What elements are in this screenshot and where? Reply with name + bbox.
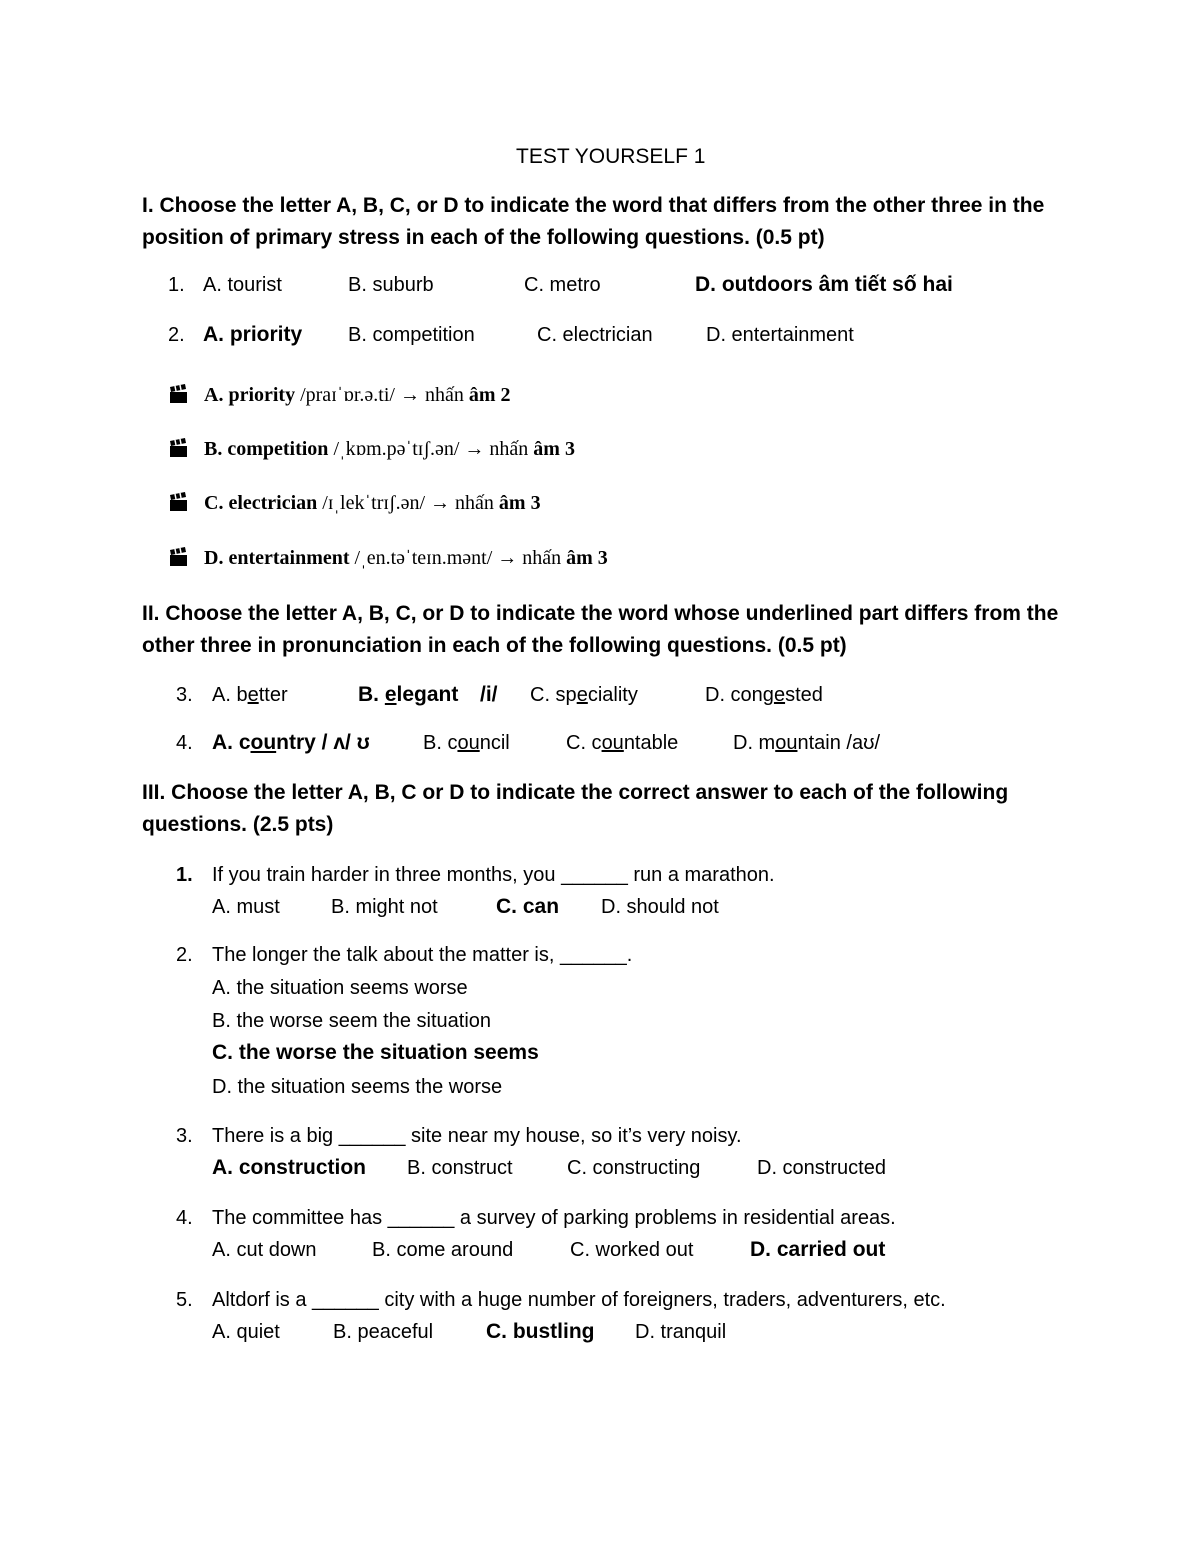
option-text: C. sp (530, 684, 577, 706)
clapperboard-icon (168, 384, 190, 404)
option-a: A. cut down (212, 1239, 317, 1261)
option-d: D. tranquil (635, 1321, 727, 1343)
question-stem: The committee has ______ a survey of parking problems in residential areas. (212, 1207, 896, 1229)
option-text: ciality (587, 684, 638, 706)
question-number: 1. (176, 864, 193, 886)
stress-note-d (168, 547, 608, 570)
option-text: ntable (623, 732, 679, 754)
option-b: B. suburb (348, 274, 434, 296)
option-b: B. competition (348, 324, 475, 346)
option-b: B. might not (331, 896, 438, 918)
option-a-answer: A. priority (203, 323, 303, 346)
question-number: 4. (176, 1207, 193, 1229)
option-c: C. constructing (567, 1157, 701, 1179)
question-number: 3. (176, 684, 193, 706)
note-stress: âm 3 (561, 547, 608, 569)
stress-note-a (168, 384, 511, 407)
question-number: 2. (168, 324, 185, 346)
option-text: legant (396, 683, 459, 706)
option-a: A. the situation seems worse (212, 977, 468, 999)
option-d: D. should not (601, 896, 719, 918)
stress-note-c (168, 492, 541, 515)
option-text: A. b (212, 684, 248, 706)
section1-heading-line1: I. Choose the letter A, B, C, or D to indicate the word that differs from the other three in the (142, 194, 1045, 217)
question-stem: Altdorf is a ______ city with a huge number of foreigners, traders, adventurers, etc. (212, 1289, 946, 1311)
underlined-part: ou (457, 732, 480, 754)
option-b-answer (358, 683, 458, 707)
option-text: ncil (479, 732, 510, 754)
question-stem: If you train harder in three months, you ______ run a marathon. (212, 864, 775, 886)
clapperboard-icon (168, 438, 190, 458)
option-text: sted (785, 684, 823, 706)
question-number: 4. (176, 732, 193, 754)
question-stem: The longer the talk about the matter is, ______. (212, 944, 633, 966)
question-number: 1. (168, 274, 185, 296)
clapperboard-icon (168, 492, 190, 512)
option-c-answer: C. bustling (486, 1320, 595, 1343)
option-c-answer: C. the worse the situation seems (212, 1041, 539, 1064)
option-d: D. entertainment (706, 324, 854, 346)
option-text: C. c (566, 732, 602, 754)
option-c (566, 732, 678, 755)
option-b (423, 732, 510, 755)
option-b: B. the worse seem the situation (212, 1010, 492, 1032)
page-title: TEST YOURSELF 1 (516, 145, 706, 168)
note-ipa: /ˌen.təˈteɪn.mənt/ → nhấn (349, 547, 562, 569)
option-text: ntry / ʌ/ ʊ (276, 731, 370, 754)
option-a-answer (212, 731, 370, 755)
option-d: D. constructed (757, 1157, 886, 1179)
section2-heading-line1: II. Choose the letter A, B, C, or D to indicate the word whose underlined part differs from the (142, 602, 1059, 625)
question-number: 5. (176, 1289, 193, 1311)
note-word: D. entertainment (204, 547, 350, 569)
option-b: B. construct (407, 1157, 513, 1179)
underlined-part: e (773, 684, 786, 706)
section1-heading-line2: position of primary stress in each of the following questions. (0.5 pt) (142, 226, 825, 249)
option-c: C. worked out (570, 1239, 694, 1261)
option-a (212, 684, 288, 707)
underlined-part: e (384, 683, 397, 706)
option-d (733, 732, 880, 755)
underlined-part: e (576, 684, 588, 706)
section2-heading-line2: other three in pronunciation in each of the following questions. (0.5 pt) (142, 634, 847, 657)
answer-note: /i/ (480, 683, 498, 706)
underlined-part: ou (775, 732, 798, 754)
note-ipa: /ɪˌlekˈtrɪʃ.ən/ → nhấn (317, 492, 494, 514)
option-a-answer: A. construction (212, 1156, 367, 1179)
option-d-answer: D. carried out (750, 1238, 886, 1261)
clapperboard-icon (168, 547, 190, 567)
option-d (705, 684, 823, 707)
note-word: A. priority (204, 384, 296, 406)
section3-heading-line2: questions. (2.5 pts) (142, 813, 334, 836)
option-c: C. metro (524, 274, 601, 296)
option-c-answer: C. can (496, 895, 560, 918)
note-stress: âm 3 (493, 492, 541, 514)
option-text: B. c (423, 732, 458, 754)
option-a: A. tourist (203, 274, 282, 296)
option-text: A. c (212, 731, 251, 754)
option-text: D. m (733, 732, 776, 754)
underlined-part: e (247, 684, 259, 706)
option-text: B. (358, 683, 385, 706)
section3-heading-line1: III. Choose the letter A, B, C or D to indicate the correct answer to each of the following (142, 781, 1009, 804)
option-b: B. peaceful (333, 1321, 434, 1343)
option-c (530, 684, 638, 707)
option-a: A. must (212, 896, 280, 918)
note-stress: âm 3 (528, 438, 575, 460)
option-text: ntain /aʊ/ (797, 732, 880, 754)
underlined-part: ou (250, 731, 277, 754)
question-number: 2. (176, 944, 193, 966)
option-d: D. the situation seems the worse (212, 1076, 503, 1098)
option-d-answer: D. outdoors âm tiết số hai (695, 273, 953, 296)
note-ipa: /ˌkɒm.pəˈtɪʃ.ən/ → nhấn (328, 438, 529, 460)
question-number: 3. (176, 1125, 193, 1147)
option-c: C. electrician (537, 324, 653, 346)
option-text: tter (258, 684, 288, 706)
option-a: A. quiet (212, 1321, 280, 1343)
stress-note-b (168, 438, 575, 461)
underlined-part: ou (601, 732, 624, 754)
option-text: D. cong (705, 684, 774, 706)
note-word: B. competition (204, 438, 329, 460)
note-stress: âm 2 (463, 384, 511, 406)
option-b: B. come around (372, 1239, 514, 1261)
note-word: C. electrician (204, 492, 318, 514)
question-stem: There is a big ______ site near my house, so it’s very noisy. (212, 1125, 742, 1147)
note-ipa: /praɪˈɒr.ə.ti/ → nhấn (295, 384, 464, 406)
